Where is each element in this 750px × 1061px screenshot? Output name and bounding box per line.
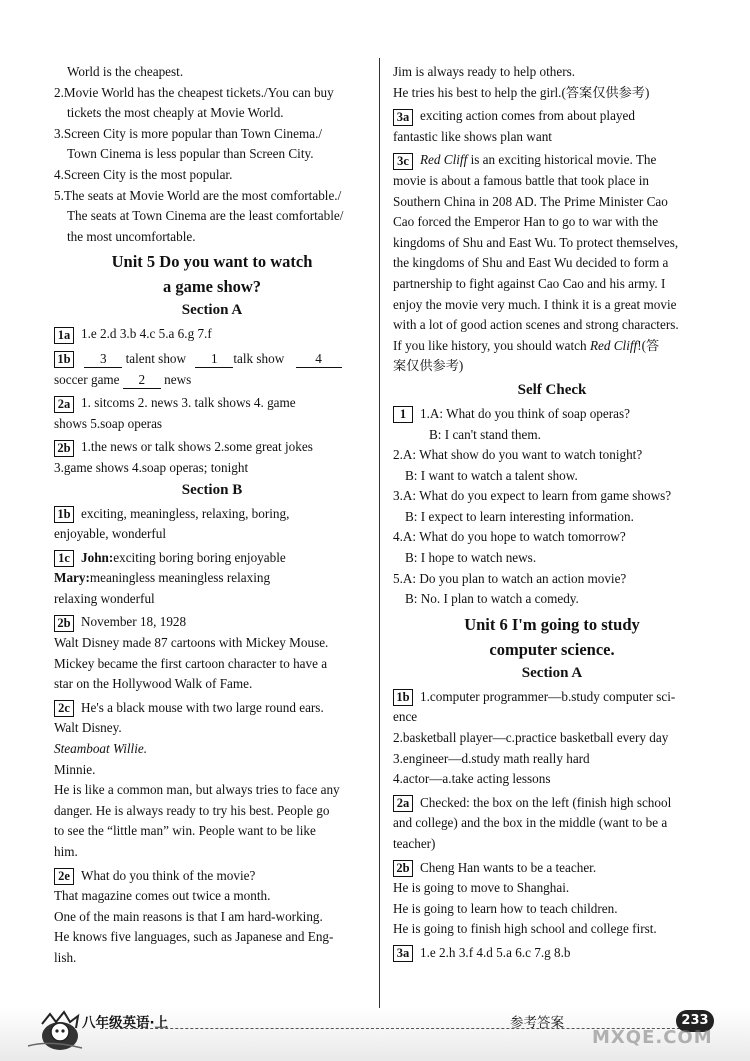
exercise-answer: What do you think of the movie?: [81, 867, 256, 883]
self-check-heading: Self Check: [517, 381, 587, 398]
mascot-icon: [20, 1006, 90, 1054]
answer-line: Walt Disney made 87 cartoons with Mickey Mouse.: [54, 635, 329, 651]
movie-title: Red Cliff: [420, 152, 468, 168]
exercise-tag: 2b: [393, 860, 413, 877]
unit-6-title-line2: computer science.: [489, 639, 615, 659]
answer-line: to see the “little man” win. People want to be like: [54, 823, 316, 839]
exercise-tag: 2c: [54, 700, 74, 717]
answer-line: Jim is always ready to help others.: [393, 64, 576, 79]
exercise-2b: [54, 437, 370, 458]
answer-text: !(答: [637, 337, 660, 353]
exercise-answer: 1.e 2.d 3.b 4.c 5.a 6.g 7.f: [81, 326, 212, 342]
blank-answer: 1: [195, 351, 233, 368]
answer-line: The seats at Town Cinema are the least comfortable/: [67, 208, 344, 224]
unit-5-title-line2: a game show?: [162, 277, 262, 297]
exercise-answer: talk show: [233, 350, 285, 366]
exercise-tag: 1b: [393, 689, 413, 706]
exercise-tag: 1c: [54, 550, 74, 567]
answer-line: B: No. I plan to watch a comedy.: [405, 591, 579, 607]
exercise-tag: 1: [393, 406, 413, 423]
answer-line: 3.A: What do you expect to learn from game shows?: [393, 488, 672, 504]
answer-line: danger. He is always ready to try his best. People go: [54, 802, 330, 818]
answer-line: Walt Disney.: [54, 720, 122, 736]
exercise-tag: 2a: [54, 396, 74, 413]
exercise-2b-b: [54, 612, 370, 633]
answer-line: Cao forced the Emperor Han to go to war with the: [393, 214, 659, 230]
answer-line: star on the Hollywood Walk of Fame.: [54, 676, 253, 692]
exercise-1c: [54, 548, 370, 569]
answer-line: That magazine comes out twice a month.: [54, 888, 271, 904]
answer-line: 2.basketball player—c.practice basketball every day: [393, 730, 669, 746]
exercise-answer: 1.e 2.h 3.f 4.d 5.a 6.c 7.g 8.b: [420, 944, 571, 960]
section-a-heading: Section A: [181, 302, 243, 319]
exercise-1a: [54, 324, 370, 345]
exercise-tag: 1b: [54, 351, 74, 368]
answer-line: 3.game shows 4.soap operas; tonight: [54, 459, 249, 475]
exercise-tag: 2e: [54, 868, 74, 885]
answer-line: He is going to finish high school and college first.: [393, 921, 657, 937]
answer-line: Mickey became the first cartoon character to have a: [54, 655, 328, 671]
exercise-2a: [54, 393, 370, 414]
answer-line: He tries his best to help the girl.(答案仅供参考): [393, 84, 650, 100]
exercise-tag: 2b: [54, 615, 74, 632]
exercise-tag: 3a: [393, 109, 413, 126]
footer-book-title: 八年级英语·上: [82, 1015, 169, 1031]
exercise-answer: 1. sitcoms 2. news 3. talk shows 4. game: [81, 395, 296, 411]
answer-line: 4.A: What do you hope to watch tomorrow?: [393, 529, 626, 545]
exercise-1b: [54, 349, 370, 370]
exercise-answer: exciting, meaningless, relaxing, boring,: [81, 505, 290, 521]
exercise-2e: [54, 866, 370, 887]
exercise-1b-cont: [54, 370, 370, 391]
answer-line: 案仅供参考): [393, 358, 464, 374]
section-a-heading: Section A: [521, 664, 583, 681]
unit-6-title: Unit 6 I'm going to study: [464, 614, 640, 634]
answer-line: Town Cinema is less popular than Screen City.: [67, 146, 314, 162]
exercise-2a-u6: [393, 793, 711, 814]
exercise-answer: exciting action comes from about played: [420, 108, 635, 124]
answer-line: B: I expect to learn interesting information.: [405, 508, 634, 524]
exercise-3a-u6: [393, 943, 711, 964]
answer-line: partnership to fight against Cao Cao and his army. I: [393, 275, 666, 291]
answer-line: the kingdoms of Shu and East Wu decided to form a: [393, 255, 669, 271]
blank-answer: 4: [296, 351, 342, 368]
answer-line: 4.Screen City is the most popular.: [54, 166, 233, 182]
answer-line: Minnie.: [54, 761, 96, 777]
right-column: [393, 62, 711, 964]
answer-line: One of the main reasons is that I am hard-working.: [54, 908, 323, 924]
answer-line: him.: [54, 844, 78, 859]
exercise-answer: soccer game: [54, 371, 120, 387]
answer-line: He is going to move to Shanghai.: [393, 880, 570, 896]
exercise-tag: 3c: [393, 153, 413, 170]
answer-line: and college) and the box in the middle (want to be a: [393, 815, 668, 831]
answer-line: lish.: [54, 949, 77, 965]
exercise-2b-u6: [393, 858, 711, 879]
answer-line: kingdoms of Shu and East Wu. To protect themselves,: [393, 234, 679, 250]
exercise-answer: 1.computer programmer—b.study computer sci-: [420, 688, 676, 704]
answer-line: He is like a common man, but always tries to face any: [54, 782, 340, 798]
answer-line: 5.A: Do you plan to watch an action movie?: [393, 570, 627, 586]
exercise-tag: 3a: [393, 945, 413, 962]
answer-line: 2.Movie World has the cheapest tickets./You can buy: [54, 84, 334, 100]
page-number: 233: [676, 1010, 714, 1032]
exercise-answer: He's a black mouse with two large round ears.: [81, 699, 324, 715]
answer-line: movie is about a famous battle that took place in: [393, 172, 649, 188]
answer-line: with a lot of good action scenes and strong characters.: [393, 317, 679, 333]
answer-line: He is going to learn how to teach children.: [393, 900, 618, 916]
exercise-tag: 1a: [54, 327, 74, 344]
speaker-label: Mary:: [54, 570, 90, 586]
self-check-1: [393, 404, 711, 425]
left-column: [54, 62, 370, 969]
answer-line: [54, 568, 370, 589]
exercise-answer: 1.A: What do you think of soap operas?: [420, 405, 630, 421]
answer-line: tickets the most cheaply at Movie World.: [67, 105, 284, 121]
exercise-tag: 2a: [393, 795, 413, 812]
answer-line: 5.The seats at Movie World are the most comfortable./: [54, 187, 342, 203]
answer-line: ence: [393, 709, 418, 725]
answer-line: enjoy the movie very much. I think it is a great movie: [393, 296, 677, 312]
answer-line: Southern China in 208 AD. The Prime Minister Cao: [393, 193, 668, 209]
answer-line: relaxing wonderful: [54, 590, 155, 606]
answer-line: enjoyable, wonderful: [54, 526, 167, 542]
answer-line: 2.A: What show do you want to watch tonight?: [393, 447, 643, 463]
exercise-tag: 2b: [54, 440, 74, 457]
answer-line: B: I hope to watch news.: [405, 550, 537, 566]
column-divider: [379, 58, 380, 1008]
answer-line: the most uncomfortable.: [67, 228, 196, 244]
answer-line: shows 5.soap operas: [54, 415, 163, 431]
exercise-1b-b: [54, 504, 370, 525]
unit-5-title: Unit 5 Do you want to watch: [111, 252, 313, 272]
footer-section-label: 参考答案: [510, 1015, 564, 1031]
answer-text: If you like history, you should watch: [393, 337, 590, 353]
movie-title: Red Cliff: [589, 337, 638, 353]
exercise-answer: Checked: the box on the left (finish high school: [420, 794, 672, 810]
section-b-heading: Section B: [181, 481, 243, 498]
answer-line: World is the cheapest.: [67, 64, 184, 79]
answer-line: B: I want to watch a talent show.: [405, 467, 578, 483]
answer-line: 4.actor—a.take acting lessons: [393, 771, 551, 787]
exercise-answer: is an exciting historical movie. The: [467, 152, 657, 168]
answer-line: fantastic like shows plan want: [393, 128, 552, 144]
blank-answer: 2: [123, 372, 161, 389]
answer-line: 3.Screen City is more popular than Town Cinema./: [54, 125, 323, 141]
exercise-2c: [54, 698, 370, 719]
answer-line: B: I can't stand them.: [429, 426, 541, 442]
exercise-3c: [393, 150, 711, 171]
exercise-answer: talent show: [125, 350, 187, 366]
exercise-tag: 1b: [54, 506, 74, 523]
answer-line: He knows five languages, such as Japanese and Eng-: [54, 929, 334, 945]
exercise-3a: [393, 106, 711, 127]
exercise-1b-u6: [393, 687, 711, 708]
blank-answer: 3: [84, 351, 122, 368]
answer-line: teacher): [393, 836, 436, 851]
exercise-answer: meaningless meaningless relaxing: [89, 570, 271, 586]
exercise-answer: November 18, 1928: [81, 614, 187, 630]
speaker-label: John:: [81, 549, 114, 565]
answer-line: 3.engineer—d.study math really hard: [393, 750, 590, 766]
exercise-answer: news: [164, 371, 192, 387]
exercise-answer: 1.the news or talk shows 2.some great jokes: [81, 439, 313, 455]
watermark-text: MXQE.COM: [592, 1027, 713, 1048]
exercise-answer: Cheng Han wants to be a teacher.: [420, 859, 597, 875]
answer-line: Steamboat Willie.: [54, 741, 148, 757]
exercise-answer: exciting boring boring enjoyable: [113, 549, 286, 565]
answer-line: [393, 336, 711, 357]
